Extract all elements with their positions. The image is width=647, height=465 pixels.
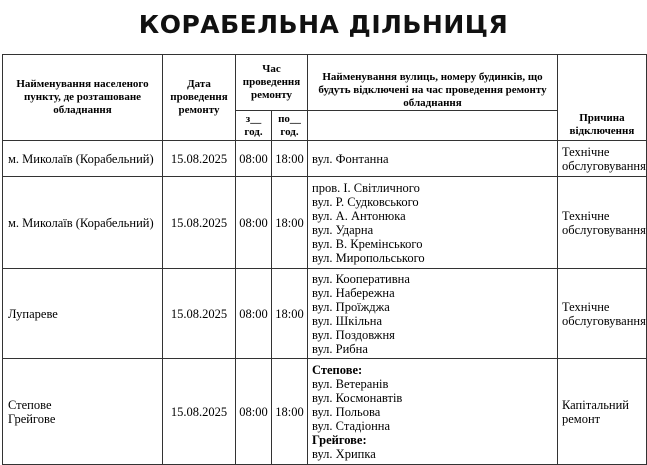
cell-time-from: 08:00 bbox=[236, 177, 272, 269]
cell-date: 15.08.2025 bbox=[163, 177, 236, 269]
table-body bbox=[3, 141, 647, 465]
cell-reason bbox=[558, 269, 647, 359]
street-item: вул. Проїжджа bbox=[312, 299, 390, 314]
cell-date: 15.08.2025 bbox=[163, 269, 236, 359]
reason-line: обслуговування bbox=[562, 222, 646, 237]
street-item: вул. Космонавтів bbox=[312, 390, 403, 405]
street-item: вул. Миропольського bbox=[312, 250, 425, 265]
location-line: Лупареве bbox=[8, 306, 58, 321]
street-item: вул. Шкільна bbox=[312, 313, 382, 328]
table-row bbox=[3, 269, 647, 359]
cell-location bbox=[3, 141, 163, 177]
street-item: вул. Фонтанна bbox=[312, 151, 389, 166]
header-reason-spacer bbox=[558, 55, 647, 111]
cell-streets bbox=[308, 359, 558, 465]
header-time-to: по__ год. bbox=[272, 111, 308, 141]
reason-line: Технічне bbox=[562, 144, 610, 159]
cell-streets bbox=[308, 177, 558, 269]
cell-date: 15.08.2025 bbox=[163, 141, 236, 177]
reason-line: обслуговування bbox=[562, 313, 646, 328]
street-item: вул. Кооперативна bbox=[312, 271, 410, 286]
reason-line: Технічне bbox=[562, 208, 610, 223]
street-item: вул. Хрипка bbox=[312, 446, 376, 461]
cell-location bbox=[3, 269, 163, 359]
street-item: вул. Ударна bbox=[312, 222, 374, 237]
location-line: м. Миколаїв (Корабельний) bbox=[8, 151, 154, 166]
cell-location bbox=[3, 359, 163, 465]
location-line: м. Миколаїв (Корабельний) bbox=[8, 215, 154, 230]
cell-date: 15.08.2025 bbox=[163, 359, 236, 465]
header-streets: Найменування вулиць, номеру будинків, що будуть відключені на час проведення ремонту обладнання bbox=[308, 55, 558, 111]
settlement-label: Степове: bbox=[312, 362, 363, 377]
header-location: Найменування населеного пункту, де розташоване обладнання bbox=[3, 55, 163, 141]
reason-line: Капітальний bbox=[562, 397, 629, 412]
cell-reason bbox=[558, 177, 647, 269]
street-item: вул. А. Антонюка bbox=[312, 208, 406, 223]
header-time-from: з__ год. bbox=[236, 111, 272, 141]
cell-streets bbox=[308, 141, 558, 177]
table-row bbox=[3, 177, 647, 269]
street-item: вул. Набережна bbox=[312, 285, 395, 300]
table-row bbox=[3, 359, 647, 465]
header-date: Дата проведення ремонту bbox=[163, 55, 236, 141]
header-time-group: Час проведення ремонту bbox=[236, 55, 308, 111]
header-reason: Причина відключення bbox=[558, 111, 647, 141]
street-item: пров. І. Світличного bbox=[312, 180, 420, 195]
cell-time-to: 18:00 bbox=[272, 359, 308, 465]
street-item: вул. Ветеранів bbox=[312, 376, 389, 391]
cell-streets bbox=[308, 269, 558, 359]
cell-time-from: 08:00 bbox=[236, 359, 272, 465]
street-item: вул. В. Кремінського bbox=[312, 236, 423, 251]
street-item: вул. Рибна bbox=[312, 341, 368, 356]
cell-location bbox=[3, 177, 163, 269]
reason-line: Технічне bbox=[562, 299, 610, 314]
street-item: вул. Стадіонна bbox=[312, 418, 391, 433]
reason-line: обслуговування bbox=[562, 158, 646, 173]
page-title: КОРАБЕЛЬНА ДІЛЬНИЦЯ bbox=[138, 10, 509, 39]
street-item: вул. Поздовжня bbox=[312, 327, 395, 342]
table-row bbox=[3, 141, 647, 177]
outage-table bbox=[2, 54, 647, 465]
cell-reason bbox=[558, 141, 647, 177]
cell-time-to: 18:00 bbox=[272, 177, 308, 269]
street-item: вул. Р. Судковського bbox=[312, 194, 419, 209]
header-streets-spacer bbox=[308, 111, 558, 141]
cell-time-to: 18:00 bbox=[272, 141, 308, 177]
location-line: Степове bbox=[8, 397, 52, 412]
location-line: Грейгове bbox=[8, 411, 56, 426]
cell-reason bbox=[558, 359, 647, 465]
settlement-label: Грейгове: bbox=[312, 432, 367, 447]
cell-time-from: 08:00 bbox=[236, 141, 272, 177]
street-item: вул. Польова bbox=[312, 404, 381, 419]
cell-time-from: 08:00 bbox=[236, 269, 272, 359]
reason-line: ремонт bbox=[562, 411, 601, 426]
cell-time-to: 18:00 bbox=[272, 269, 308, 359]
